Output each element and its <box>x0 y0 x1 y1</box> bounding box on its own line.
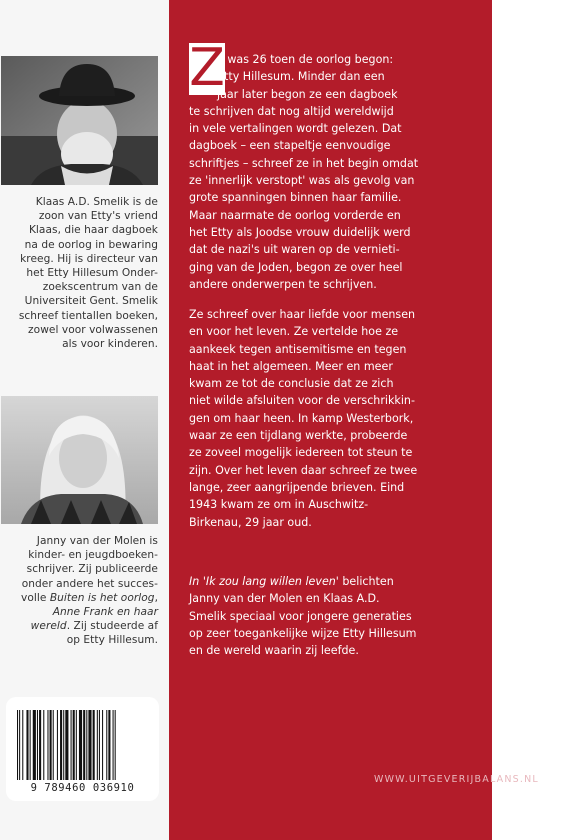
paragraph-line: op zeer toegankelijke wijze Etty Hillesum <box>189 626 417 640</box>
barcode-bar <box>88 710 91 780</box>
paragraph-line: 1943 kwam ze om in Auschwitz- <box>189 498 369 512</box>
barcode-bar <box>47 710 48 780</box>
bio-line: zoekscentrum van de <box>42 281 158 294</box>
paragraph-text: In <box>189 575 200 588</box>
paragraph-line: andere onderwerpen te schrijven. <box>189 277 377 291</box>
paragraph-line: gen om haar heen. In kamp Westerbork, <box>189 411 414 425</box>
barcode-bar <box>57 710 58 780</box>
bio-line: op Etty Hillesum. <box>66 634 158 647</box>
paragraph-line: jaar later begon ze een dagboek <box>217 87 398 101</box>
barcode-bar <box>86 710 87 780</box>
publisher-website: WWW.UITGEVERIJBALANS.NL <box>374 774 539 785</box>
paragraph-line: Etty Hillesum. Minder dan een <box>217 70 385 84</box>
paragraph-line: dat de nazi's uit waren op de vernieti- <box>189 243 400 257</box>
barcode-bar <box>26 710 28 780</box>
paragraph-line: in vele vertalingen wordt gelezen. Dat <box>189 122 402 136</box>
paragraph-text: belichten <box>342 575 394 588</box>
book-title: 'Ik zou lang willen leven' <box>202 575 339 588</box>
paragraph-line: aankeek tegen antisemitisme en tegen <box>189 342 407 356</box>
barcode-bar <box>115 710 116 780</box>
barcode-bar <box>17 710 18 780</box>
barcode-bar <box>60 710 62 780</box>
paragraph-line: schriftjes – schreef ze in het begin omdat <box>189 156 419 170</box>
bio-line: als voor kinderen. <box>62 338 158 351</box>
bio-line: Klaas A.D. Smelik is de <box>35 196 158 208</box>
author-photo-klaas-smelik <box>1 56 158 185</box>
paragraph-line: ze 'innerlijk verstopt' was als gevolg van <box>189 174 415 188</box>
bio-line: kinder- en jeugdboeken- <box>28 549 158 562</box>
barcode-bar <box>106 710 107 780</box>
barcode-bars <box>17 710 148 780</box>
barcode-bar <box>22 710 23 780</box>
paragraph-2 <box>189 306 479 531</box>
paragraph-line: ging van de Joden, begon ze over heel <box>189 260 403 274</box>
paragraph-1 <box>189 51 479 293</box>
barcode-bar <box>93 710 95 780</box>
bio-line: onder andere het succes- <box>21 577 158 590</box>
barcode-bar <box>76 710 77 780</box>
barcode-bar <box>71 710 72 780</box>
bio-line <box>6 619 158 633</box>
paragraph-line: het Etty als Joodse vrouw duidelijk werd <box>189 225 411 239</box>
author-bio-klaas-smelik <box>6 195 158 351</box>
barcode-bar <box>79 710 82 780</box>
bio-line: Klaas, die haar dagboek <box>28 224 158 237</box>
paragraph-3 <box>189 573 479 659</box>
drop-cap: Z <box>189 38 225 98</box>
barcode-bar <box>33 710 36 780</box>
book-title: Buiten is het oorlog <box>49 591 155 604</box>
bio-line: na de oorlog in bewaring <box>24 238 158 251</box>
author-bio-janny-van-der-molen <box>6 534 158 648</box>
paragraph-line: Ze schreef over haar liefde voor mensen <box>189 308 416 321</box>
bio-line: zowel voor volwassenen <box>28 323 158 336</box>
barcode-bar <box>97 710 98 780</box>
bio-line: Janny van der Molen is <box>36 535 158 547</box>
paragraph-line: Birkenau, 29 jaar oud. <box>189 515 312 529</box>
barcode-bar <box>43 710 44 780</box>
paragraph-line: waar ze een tijdlang werkte, probeerde <box>189 429 408 443</box>
paragraph-line: Smelik speciaal voor jongere generaties <box>189 609 412 623</box>
paragraph-line: zijn. Over het leven daar schreef ze twee <box>189 463 418 477</box>
paragraph-line: grote spanningen binnen haar familie. <box>189 191 402 205</box>
paragraph-line: en voor het leven. Ze vertelde hoe ze <box>189 325 399 339</box>
bio-line: kreeg. Hij is directeur van <box>20 252 158 265</box>
paragraph-line: haat in het algemeen. Meer en meer <box>189 359 393 373</box>
left-column <box>0 0 169 840</box>
book-title: wereld <box>30 620 67 633</box>
bio-line: zoon van Etty's vriend <box>38 210 158 223</box>
paragraph-line: en de wereld waarin zij leefde. <box>189 644 359 658</box>
barcode-bar <box>53 710 54 780</box>
barcode-bar <box>63 710 64 780</box>
barcode-bar <box>113 710 114 780</box>
barcode-bar <box>50 710 52 780</box>
isbn-number: 9 789460 036910 <box>30 782 135 794</box>
bio-line: het Etty Hillesum Onder- <box>26 267 158 280</box>
bio-line: schrijver. Zij publiceerde <box>26 563 158 576</box>
paragraph-line: Maar naarmate de oorlog vorderde en <box>189 208 401 222</box>
bio-line: Universiteit Gent. Smelik <box>24 295 158 308</box>
paragraph-line: ze zoveel mogelijk iedereen tot steun te <box>189 446 413 460</box>
bio-line: schreef tientallen boeken, <box>18 309 158 322</box>
bio-text: , <box>154 591 158 604</box>
paragraph-line: Janny van der Molen en Klaas A.D. <box>189 592 380 606</box>
paragraph-line: kwam ze tot de conclusie dat ze zich <box>189 377 394 391</box>
author-photo-janny-van-der-molen <box>1 396 158 524</box>
barcode-bar <box>37 710 38 780</box>
barcode-bar <box>83 710 85 780</box>
paragraph-line <box>189 573 479 590</box>
bio-text: . Zij studeerde af <box>66 620 158 633</box>
paragraph-line: te schrijven dat nog altijd wereldwijd <box>189 104 394 118</box>
barcode-bar <box>30 710 31 780</box>
book-title: Anne Frank en haar <box>52 606 158 619</box>
barcode-bar <box>65 710 68 780</box>
barcode-bar <box>99 710 100 780</box>
paragraph-line: e was 26 toen de oorlog begon: <box>217 53 394 66</box>
paragraph-line: niet wilde afsluiten voor de verschrikkin- <box>189 394 415 408</box>
paragraph-line: dagboek – een stapeltje eenvoudige <box>189 139 391 153</box>
bio-line <box>6 591 158 605</box>
barcode-bar <box>19 710 20 780</box>
right-column <box>169 0 539 840</box>
barcode-bar <box>102 710 103 780</box>
bio-text: volle <box>21 591 47 604</box>
barcode-bar <box>73 710 75 780</box>
paragraph-line: lange, zeer aangrijpende brieven. Eind <box>189 480 405 494</box>
barcode <box>6 697 159 801</box>
barcode-bar <box>39 710 41 780</box>
barcode-bar <box>108 710 110 780</box>
